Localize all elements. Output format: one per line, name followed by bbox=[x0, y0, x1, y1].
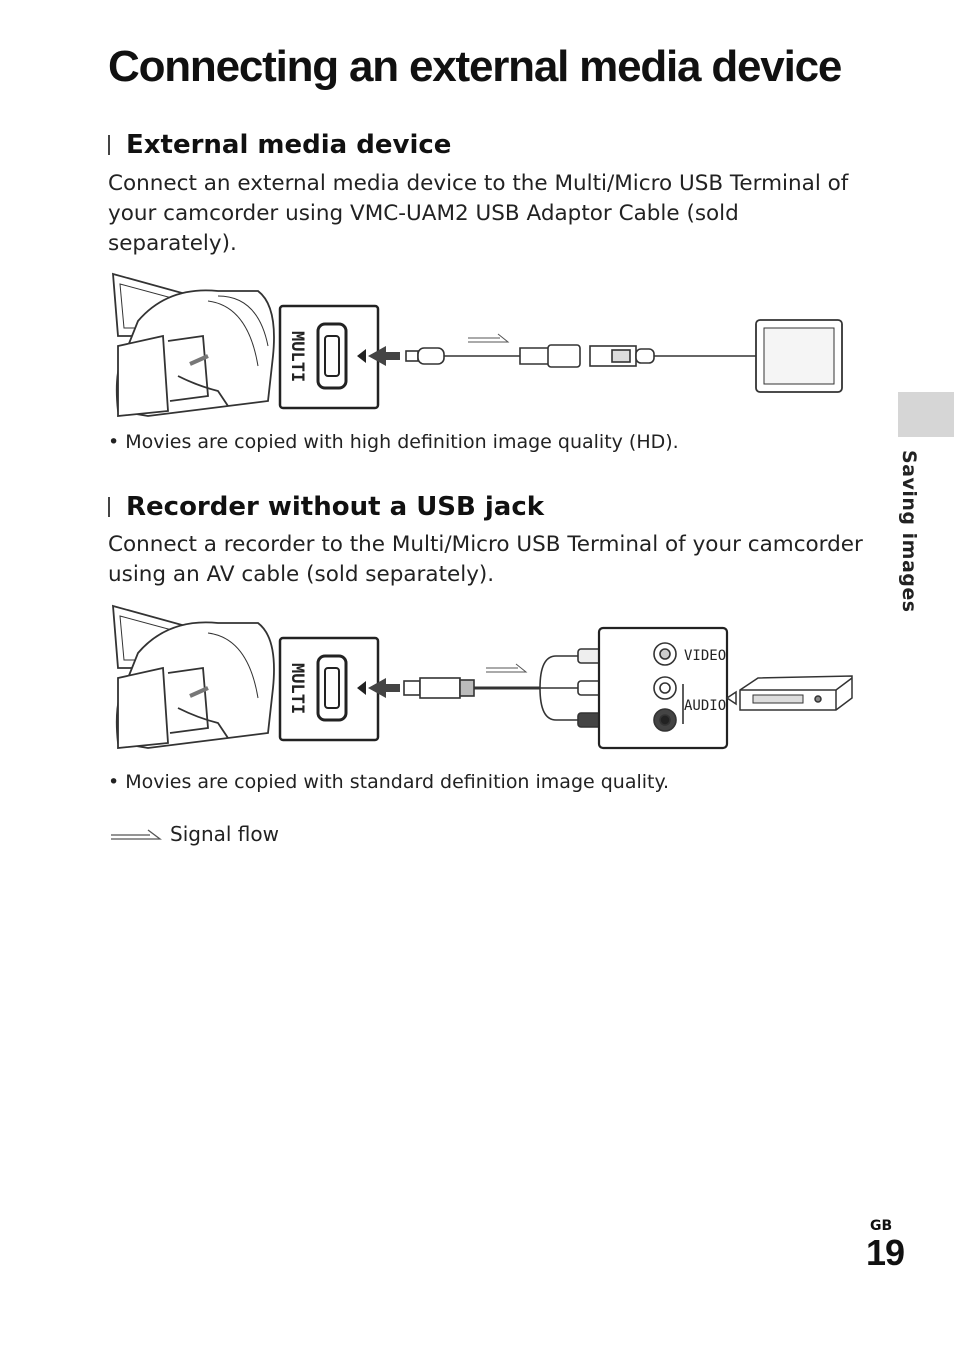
sd-quality-note: • Movies are copied with standard definition image quality. bbox=[108, 771, 670, 793]
hd-quality-note: • Movies are copied with high definition image quality (HD). bbox=[108, 431, 679, 453]
section-body-external-media: Connect an external media device to the Multi/Micro USB Terminal of your camcorder using VMC-UAM2 USB Adaptor Cable (sold separately). bbox=[108, 171, 849, 256]
recorder-icon bbox=[740, 676, 852, 710]
heading-marker bbox=[108, 497, 110, 517]
video-jack-label: VIDEO bbox=[684, 648, 727, 664]
chapter-side-label: Saving images bbox=[898, 450, 920, 613]
terminal-label: MULTI bbox=[287, 331, 307, 383]
section-heading-external-media bbox=[108, 130, 451, 160]
section-heading-text: External media device bbox=[126, 130, 452, 160]
heading-marker bbox=[108, 135, 110, 155]
external-media-device-icon bbox=[756, 320, 842, 392]
terminal-label: MULTI bbox=[287, 663, 307, 715]
camcorder-icon bbox=[113, 606, 274, 748]
av-cable-icon bbox=[404, 649, 620, 727]
audio-jack-label: AUDIO bbox=[684, 698, 727, 714]
camcorder-icon bbox=[113, 274, 274, 416]
signal-flow-label: Signal flow bbox=[170, 822, 279, 846]
page-number: 19 bbox=[866, 1232, 905, 1273]
usb-connection-diagram bbox=[108, 266, 868, 430]
connector-pointer-icon bbox=[727, 692, 736, 704]
signal-arrow-icon bbox=[468, 334, 508, 342]
section-heading-recorder bbox=[108, 492, 544, 522]
section-body-recorder: Connect a recorder to the Multi/Micro USB Terminal of your camcorder using an AV cable (sold separately). bbox=[108, 532, 863, 587]
usb-adaptor-cable-icon bbox=[406, 345, 758, 367]
section-heading-text: Recorder without a USB jack bbox=[126, 492, 545, 522]
av-connection-diagram bbox=[108, 598, 868, 762]
page-region-code: GB bbox=[870, 1218, 893, 1234]
signal-arrow-icon bbox=[486, 664, 526, 672]
chapter-side-tab bbox=[898, 392, 954, 437]
page-title: Connecting an external media device bbox=[108, 42, 842, 91]
signal-arrow-icon bbox=[110, 828, 162, 842]
